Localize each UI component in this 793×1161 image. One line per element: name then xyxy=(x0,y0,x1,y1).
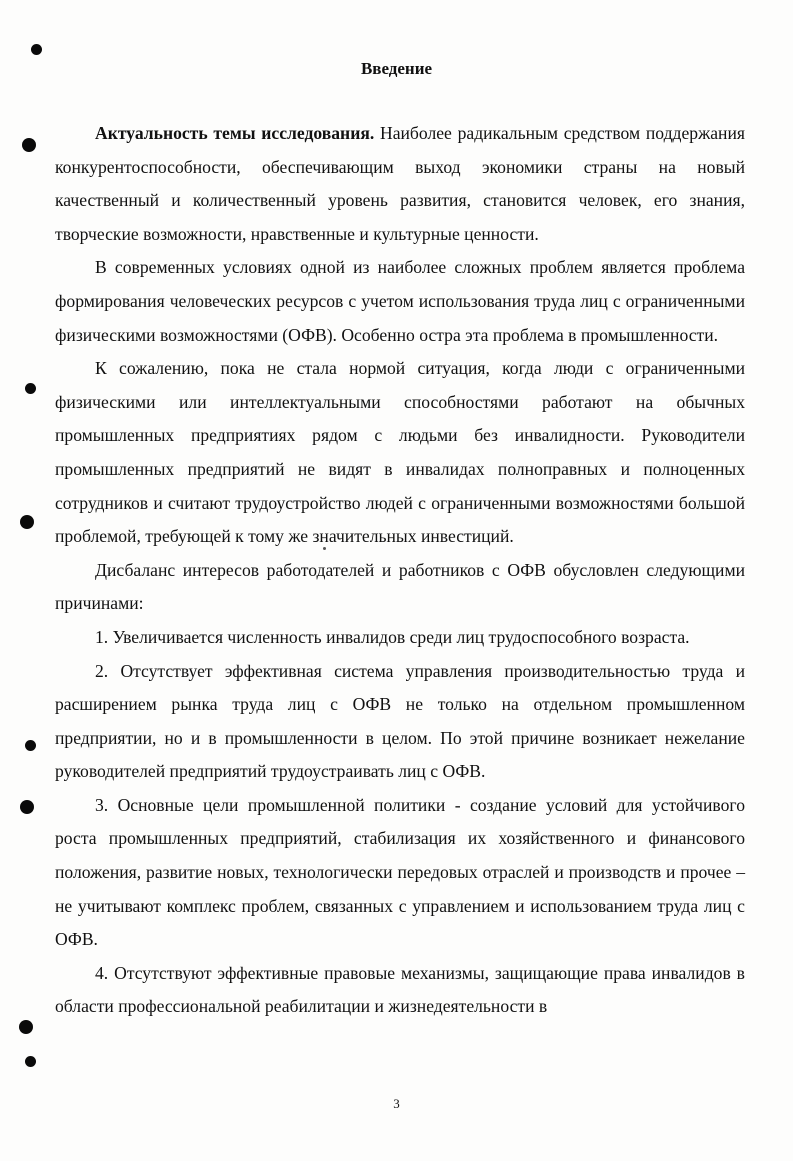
binding-hole-mark xyxy=(22,138,36,152)
list-item-1: 1. Увеличивается численность инвалидов среди лиц трудоспособного возраста. xyxy=(95,626,690,647)
paragraph-2: В современных условиях одной из наиболее сложных проблем является проблема формирования человеческих ресурсов с учетом использования труда лиц с ограниченными физическими возможностями (ОФВ). Особенно остра эта проблема в промышленности. xyxy=(55,257,745,345)
page-number: 3 xyxy=(393,1096,400,1111)
list-item-2: 2. Отсутствует эффективная система управления производительностью труда и расширением рынка труда лиц с ОФВ не только на отдельном промышленном предприятии, но и в промышленности в целом. По этой причине возникает нежелание руководителей предприятий трудоустраивать лиц с ОФВ. xyxy=(55,660,745,782)
paragraph-1-text: Наиболее радикальным средством поддержания конкурентоспособности, обеспечивающим выход экономики страны на новый качественный и количественный уровень развития, становится человек, его знания, творческие возможности, нравственные и культурные ценности. xyxy=(55,123,745,244)
binding-hole-mark xyxy=(19,1020,33,1034)
list-item-4: 4. Отсутствуют эффективные правовые механизмы, защищающие права инвалидов в области профессиональной реабилитации и жизнедеятельности в xyxy=(55,962,745,1017)
body-text xyxy=(55,117,745,1024)
paragraph-4: Дисбаланс интересов работодателей и работников с ОФВ обусловлен следующими причинами: xyxy=(55,559,745,614)
binding-hole-mark xyxy=(25,1056,36,1067)
list-item-3: 3. Основные цели промышленной политики - создание условий для устойчивого роста промышленных предприятий, стабилизация их хозяйственного и финансового положения, развитие новых, технологически передовых отраслей и производств и прочее – не учитывают комплекс проблем, связанных с управлением и использованием труда лиц с ОФВ. xyxy=(55,794,745,950)
binding-hole-mark xyxy=(20,800,34,814)
paragraph-3: К сожалению, пока не стала нормой ситуация, когда люди с ограниченными физическими или интеллектуальными способностями работают на обычных промышленных предприятиях рядом с людьми без инвалидности. Руководители промышленных предприятий не видят в инвалидах полноправных и полноценных сотрудников и считают трудоустройство людей с ограниченными возможностями большой проблемой, требующей к тому же значительных инвестиций. xyxy=(55,358,745,547)
paragraph-1 xyxy=(55,117,745,251)
binding-hole-mark xyxy=(20,515,34,529)
binding-hole-mark xyxy=(31,44,42,55)
lead-in-heading: Актуальность темы исследования. xyxy=(95,123,375,143)
page-title: Введение xyxy=(360,59,433,78)
binding-hole-mark xyxy=(25,740,36,751)
binding-hole-mark xyxy=(25,383,36,394)
